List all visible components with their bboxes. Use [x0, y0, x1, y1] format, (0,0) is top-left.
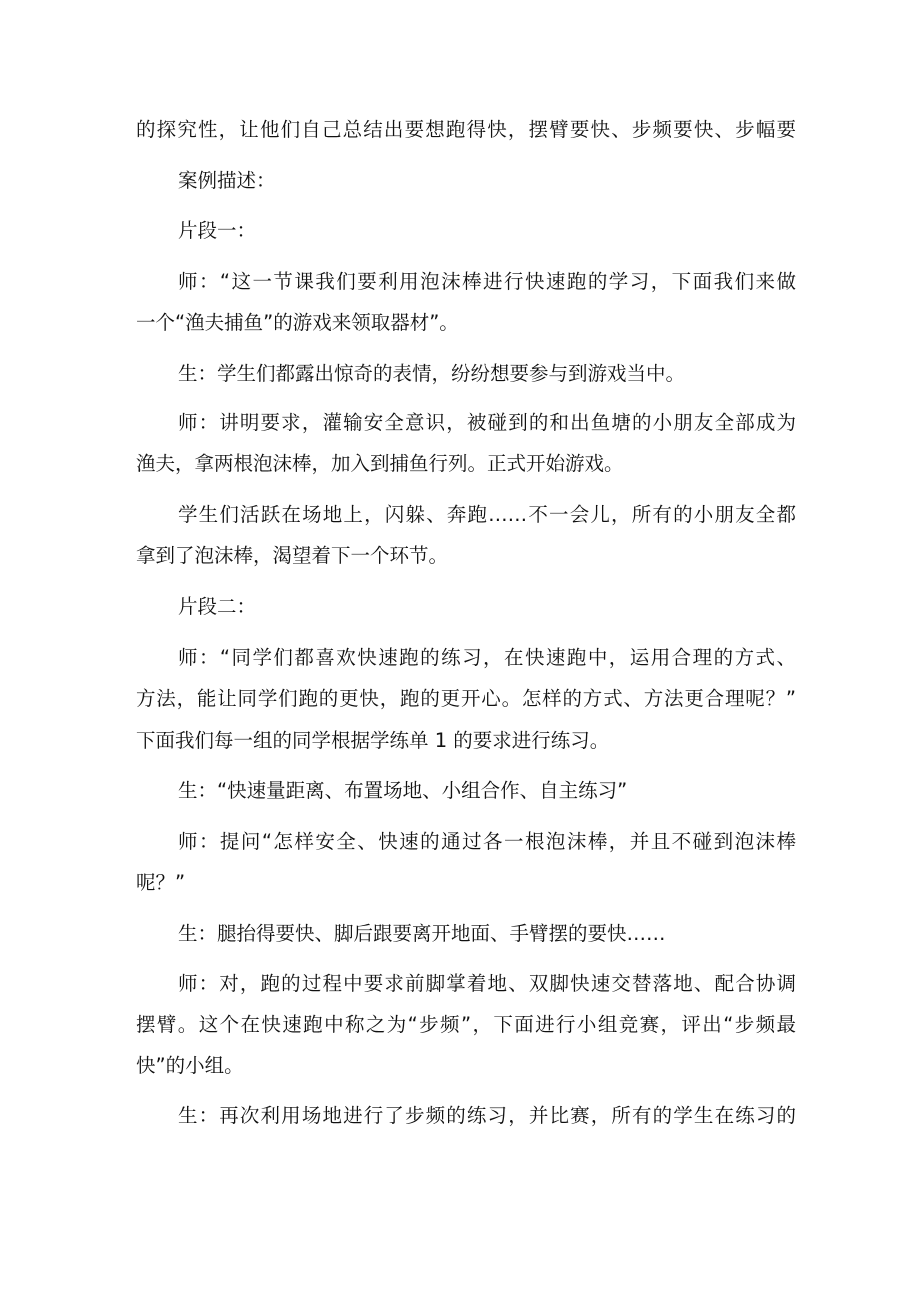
text-line: 快”的小组。: [136, 1054, 244, 1077]
text-line: 拿到了泡沫棒，渴望着下一个环节。: [136, 544, 449, 567]
text-line: 生：再次利用场地进行了步频的练习，并比赛，所有的学生在练习的: [178, 1104, 796, 1127]
text-line: 渔夫，拿两根泡沫棒，加入到捕鱼行列。正式开始游戏。: [136, 452, 624, 475]
segment-heading: 片段二：: [178, 595, 257, 618]
text-line: 师：“同学们都喜欢快速跑的练习，在快速跑中，运用合理的方式、: [178, 646, 796, 669]
text-line: 的探究性，让他们自己总结出要想跑得快，摆臂要快、步频要快、步幅要: [136, 118, 796, 141]
text-line: 呢？”: [136, 871, 186, 894]
text-line: 生：学生们都露出惊奇的表情，纷纷想要参与到游戏当中。: [178, 362, 686, 385]
text-line: 师：“这一节课我们要利用泡沫棒进行快速跑的学习，下面我们来做: [178, 270, 796, 293]
text-line: 一个“渔夫捕鱼”的游戏来领取器材”。: [136, 311, 459, 334]
text-line: 师：提问“怎样安全、快速的通过各一根泡沫棒，并且不碰到泡沫棒: [178, 830, 796, 853]
section-heading: 案例描述：: [178, 169, 276, 192]
text-line: 学生们活跃在场地上，闪躲、奔跑……不一会儿，所有的小朋友全都: [178, 503, 796, 526]
segment-heading: 片段一：: [178, 219, 257, 242]
text-line: 下面我们每一组的同学根据学练单 1 的要求进行练习。: [136, 729, 610, 752]
text-line: 生：腿抬得要快、脚后跟要离开地面、手臂摆的要快……: [178, 922, 666, 945]
text-line: 师：对，跑的过程中要求前脚掌着地、双脚快速交替落地、配合协调: [178, 972, 796, 995]
text-line: 方法，能让同学们跑的更快，跑的更开心。怎样的方式、方法更合理呢？”: [136, 687, 796, 710]
text-line: 师：讲明要求，灌输安全意识，被碰到的和出鱼塘的小朋友全部成为: [178, 411, 796, 434]
text-line: 生：“快速量距离、布置场地、小组合作、自主练习”: [178, 779, 628, 802]
text-line: 摆臂。这个在快速跑中称之为“步频”，下面进行小组竞赛，评出“步频最: [136, 1013, 796, 1036]
